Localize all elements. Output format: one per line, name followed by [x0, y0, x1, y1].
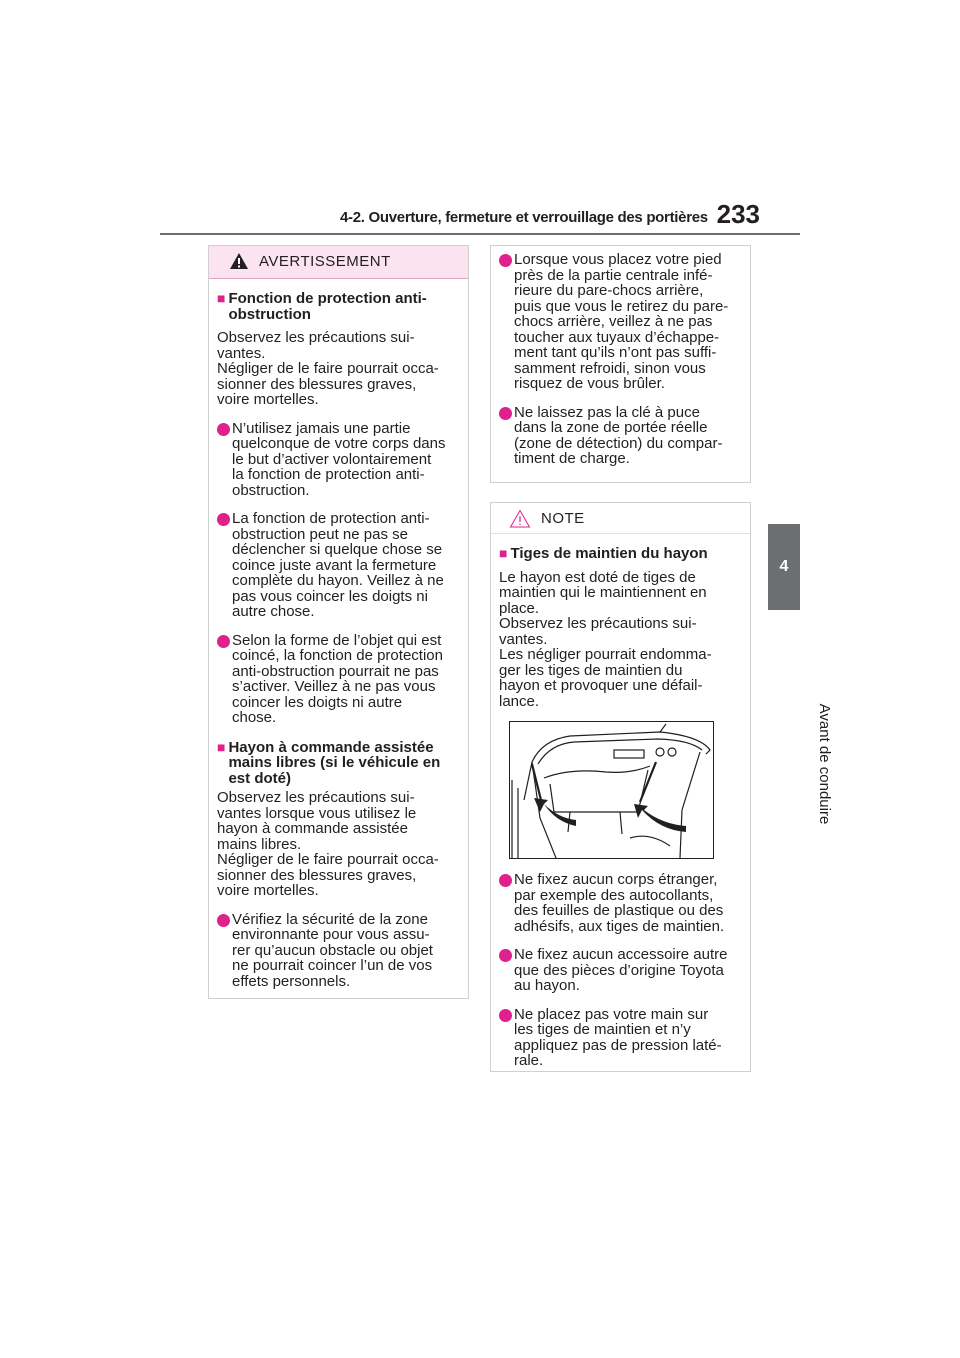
warning-title: AVERTISSEMENT	[259, 253, 391, 270]
section-heading: ■ Tiges de maintien du hayon	[499, 545, 708, 562]
caution-triangle-outline-icon	[509, 509, 531, 528]
bullet-dot-icon	[499, 254, 512, 267]
page-number: 233	[716, 199, 760, 229]
section-intro: Observez les précautions sui- vantes. Négliger de le faire pourrait occa- sionner des blessures graves, voire mortelles.	[217, 329, 439, 408]
section-intro: Observez les précautions sui- vantes lorsque vous utilisez le hayon à commande assistée mains libres. Négliger de le faire pourrait occa- sionner des blessures graves, voire mortelles.	[217, 789, 439, 899]
square-bullet-icon: ■	[217, 738, 226, 755]
note-box	[490, 502, 751, 1072]
tailgate-support-rods-illustration	[509, 721, 714, 859]
square-bullet-icon: ■	[217, 290, 226, 306]
bullet-dot-icon	[499, 949, 512, 962]
section-intro: Le hayon est doté de tiges de maintien qui le maintiennent en place. Observez les précautions sui- vantes. Les négliger pourrait endomma- ger les tiges de maintien du hayon et provoquer une défail- lance.	[499, 568, 712, 710]
list-item: Ne fixez aucun corps étranger, par exemple des autocollants, des feuilles de plastique ou des adhésifs, aux tiges de maintien.	[499, 872, 742, 934]
bullet-dot-icon	[499, 407, 512, 420]
list-item: Vérifiez la sécurité de la zone environnante pour vous assu- rer qu’aucun obstacle ou objet ne pourrait coincer l’un de vos effets personnels.	[217, 912, 460, 990]
bullet-dot-icon	[499, 1009, 512, 1022]
list-item: Ne placez pas votre main sur les tiges de maintien et n’y appliquez pas de pression laté- rale.	[499, 1007, 742, 1069]
bullet-dot-icon	[217, 914, 230, 927]
list-item: N’utilisez jamais une partie quelconque de votre corps dans le but d’activer volontairement la fonction de protection anti- obstruction.	[217, 421, 460, 499]
warning-header	[209, 246, 468, 279]
section-heading: ■ Hayon à commande assistée mains libres (si le véhicule en est doté)	[217, 738, 441, 787]
page-header	[340, 199, 760, 229]
tailgate-illustration-drawing	[510, 722, 713, 858]
list-item: La fonction de protection anti- obstruction peut ne pas se déclencher si quelque chose se coince juste avant la fermeture complète du hayon. Veillez à ne pas vous coincer les doigts ni autre chose.	[217, 511, 460, 620]
bullet-dot-icon	[499, 874, 512, 887]
chapter-label: Avant de conduire	[816, 703, 833, 825]
list-item: Ne laissez pas la clé à puce dans la zone de portée réelle (zone de détection) du compar- timent de charge.	[499, 405, 742, 467]
bullet-dot-icon	[217, 635, 230, 648]
warning-triangle-icon	[229, 252, 249, 270]
chapter-number: 4	[779, 558, 789, 575]
note-header	[491, 503, 750, 534]
note-title: NOTE	[541, 510, 585, 527]
header-divider	[160, 233, 800, 235]
list-item: Selon la forme de l’objet qui est coincé, la fonction de protection anti-obstruction pourrait ne pas s’activer. Veillez à ne pas vous coincer les doigts ni autre chose.	[217, 633, 460, 726]
chapter-tab[interactable]	[768, 524, 800, 610]
section-title: 4-2. Ouverture, fermeture et verrouillage des portières	[340, 209, 708, 226]
warning-box	[208, 245, 469, 999]
list-item: Lorsque vous placez votre pied près de la partie centrale infé- rieure du pare-chocs arrière, puis que vous le retirez du pare- chocs arrière, veillez à ne pas toucher aux tuyaux d’échappe- ment tant qu’ils n’ont pas suffi- samment refroidi, sinon vous risquez de vous brûler.	[499, 252, 742, 392]
warning-box-continued	[490, 245, 751, 483]
section-heading: ■ Fonction de protection anti- obstruction	[217, 290, 427, 323]
bullet-dot-icon	[217, 513, 230, 526]
list-item: Ne fixez aucun accessoire autre que des pièces d’origine Toyota au hayon.	[499, 947, 742, 994]
square-bullet-icon: ■	[499, 545, 508, 561]
bullet-dot-icon	[217, 423, 230, 436]
